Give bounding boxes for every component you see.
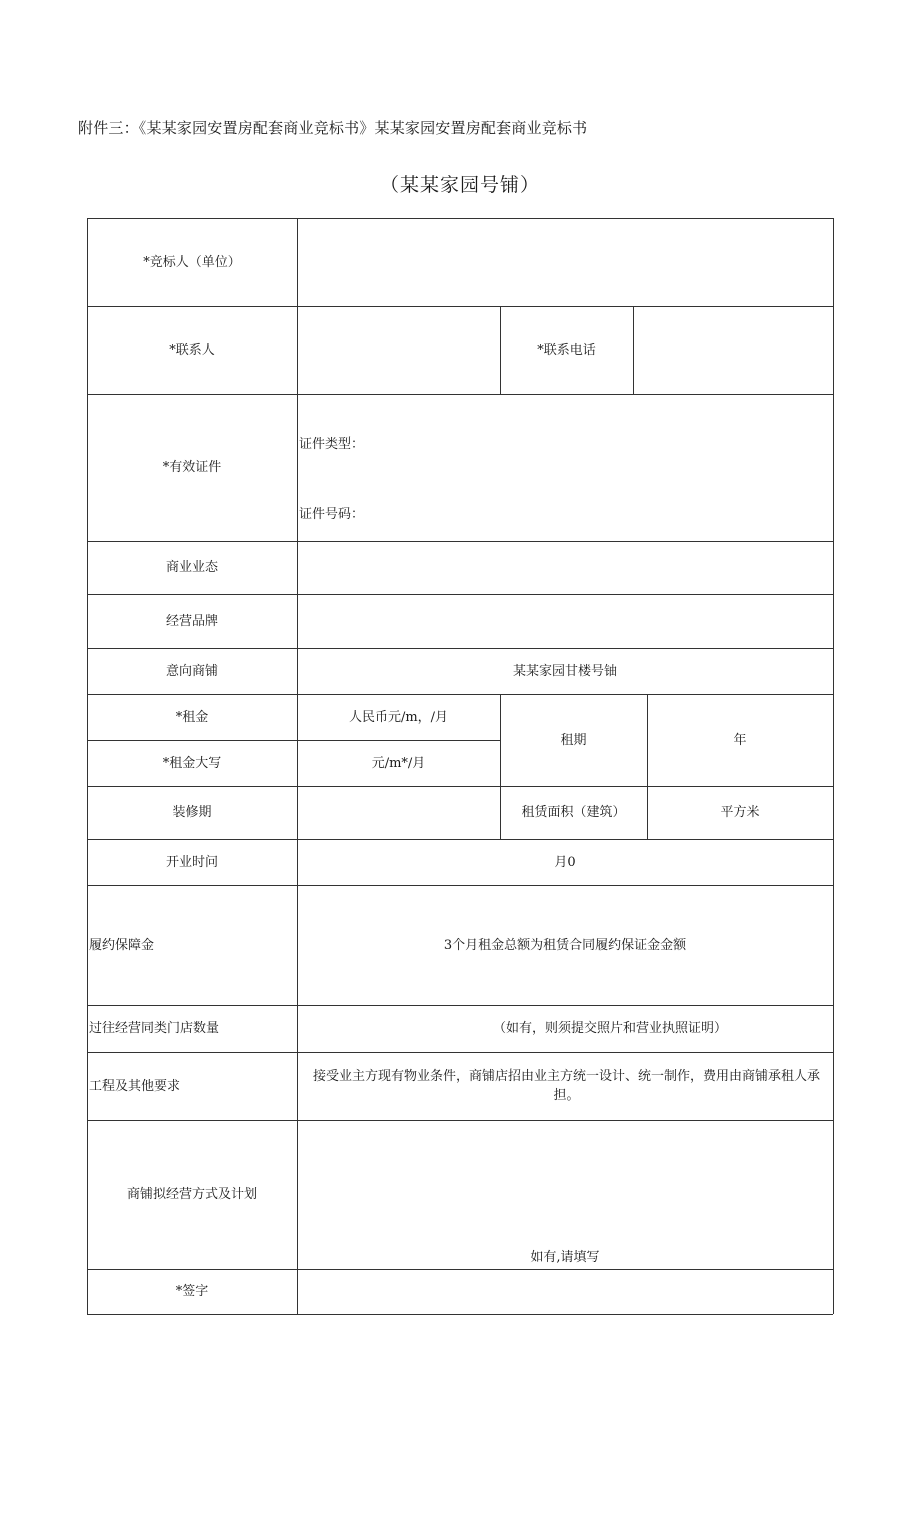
- shop-label: 意向商铺: [165, 663, 218, 679]
- shop-value[interactable]: 某某家园甘楼号铀: [512, 663, 617, 679]
- plan-value[interactable]: 如有,请填写: [530, 1249, 600, 1265]
- deposit-value: 3个月租金总额为租赁合同履约保证金金额: [443, 937, 687, 953]
- id-type-field[interactable]: 证件类型：: [299, 436, 365, 452]
- id-number-field[interactable]: 证件号码：: [299, 506, 365, 522]
- opening-value[interactable]: 月0: [554, 854, 576, 870]
- contact-label: *联系人: [169, 342, 215, 358]
- opening-label: 开业时问: [165, 854, 218, 870]
- brand-label: 经营品牌: [165, 613, 218, 629]
- requirements-label: 工程及其他要求: [89, 1078, 181, 1094]
- stores-label: 过往经营同类门店数量: [89, 1021, 220, 1036]
- id-doc-label: *有效证件: [162, 460, 222, 475]
- rent-words-value[interactable]: 元/m*/月: [371, 755, 426, 771]
- area-label: 租赁面积（建筑）: [521, 805, 626, 820]
- renovation-label: 装修期: [172, 805, 212, 820]
- contact-input[interactable]: [297, 306, 500, 394]
- business-type-input[interactable]: [297, 541, 833, 594]
- form-title: （某某家园号铺）: [379, 174, 540, 196]
- lease-term-value[interactable]: 年: [733, 732, 747, 748]
- bidder-input[interactable]: [297, 218, 833, 306]
- rent-words-label: *租金大写: [162, 755, 222, 771]
- signature-label: *签字: [175, 1284, 209, 1299]
- stores-value[interactable]: （如有，则须提交照片和营业执照证明）: [492, 1021, 727, 1036]
- signature-input[interactable]: [297, 1269, 833, 1314]
- rent-value[interactable]: 人民币元/m，/月: [348, 709, 449, 725]
- rent-label: *租金: [175, 709, 209, 725]
- business-type-label: 商业业态: [165, 560, 218, 575]
- attachment-heading: 附件三：《某某家园安置房配套商业竞标书》某某家园安置房配套商业竞标书: [78, 119, 588, 137]
- phone-label: *联系电话: [537, 342, 596, 358]
- renovation-input[interactable]: [297, 786, 500, 839]
- bidder-label: *竞标人（单位）: [143, 254, 241, 270]
- lease-term-label: 租期: [560, 732, 587, 748]
- plan-label: 商铺拟经营方式及计划: [126, 1187, 257, 1202]
- requirements-value: 接受业主方现有物业条件，商铺店招由业主方统一设计、统一制作，费用由商铺承租人承担。: [312, 1069, 820, 1103]
- deposit-label: 履约保障金: [89, 937, 155, 953]
- brand-input[interactable]: [297, 594, 833, 648]
- phone-input[interactable]: [633, 306, 833, 394]
- bid-form-table: [87, 218, 833, 1314]
- area-value[interactable]: 平方米: [720, 805, 760, 820]
